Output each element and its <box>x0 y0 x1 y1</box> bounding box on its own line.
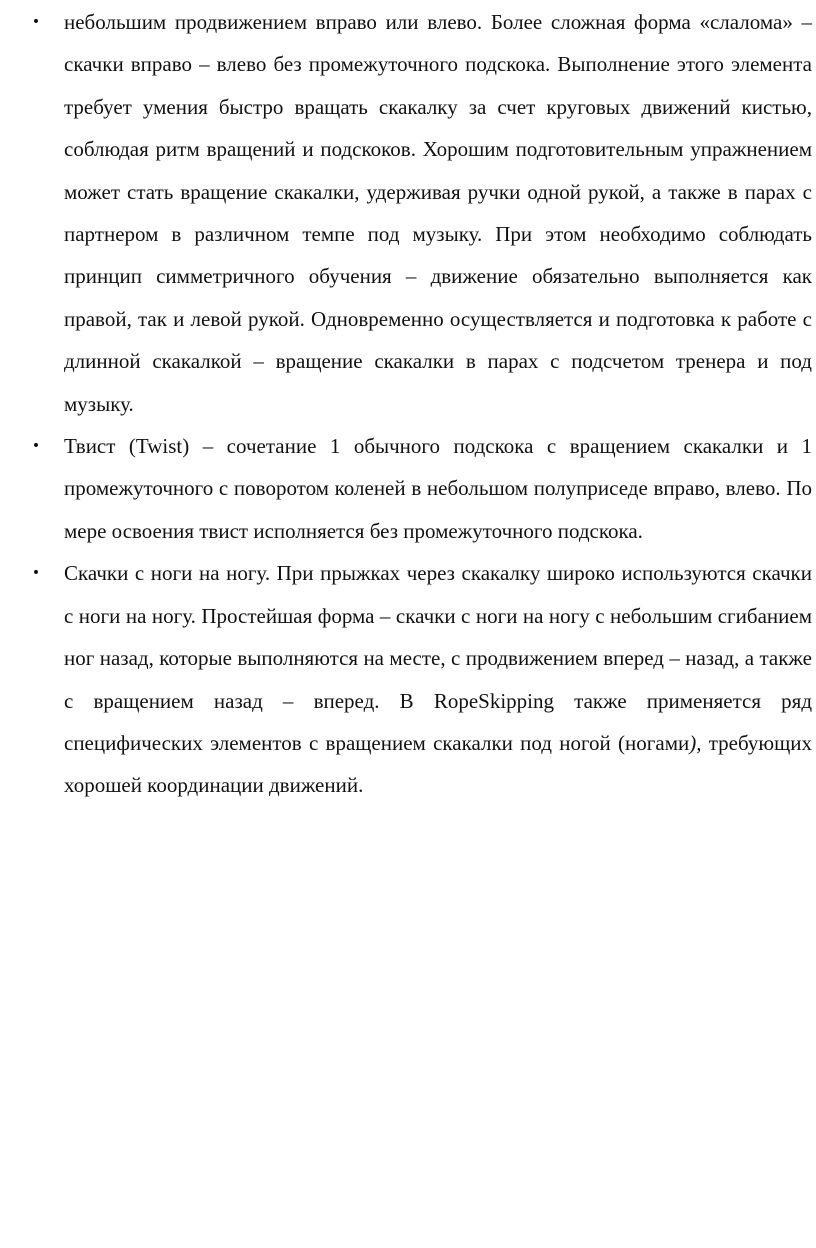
paragraph-text-italic: ), <box>689 730 702 755</box>
paragraph-text: небольшим продвижением вправо или влево. Более сложная форма «слалома» – скачки вправо – влево без промежуточного подскока. Выполнение этого элемента требует умения быстро вращать скакалку за счет круговых движений кистью, соблюдая ритм вращений и подскоков. Хорошим подготовительным упражнением может стать вращение скакалки, удерживая ручки одной рукой, а также в парах с партнером в различном темпе под музыку. При этом необходимо соблюдать принцип симметричного обучения – движение обязательно выполняется как правой, так и левой рукой. Одновременно осуществляется и подготовка к работе с длинной скакалкой – вращение скакалки в парах с подсчетом тренера и под музыку. <box>64 10 812 416</box>
bullet-marker: • <box>31 438 41 455</box>
paragraph-text-end: требующих хорошей координации движений. <box>64 730 812 798</box>
paragraph-text <box>64 552 812 806</box>
bullet-list <box>0 1 816 807</box>
paragraph-text-start: Скачки с ноги на ногу. При прыжках через скакалку широко используются скачки с ноги на ногу. Простейшая форма – скачки с ноги на ногу с небольшим сгибанием ног назад, которые выполняются на месте, с продвижением вперед – назад, а также с вращением назад – вперед. В RopeSkipping также применяется ряд специфических элементов с вращением скакалки под ногой (ногами <box>64 561 812 755</box>
list-item <box>0 552 816 806</box>
list-item <box>0 1 816 425</box>
bullet-marker: • <box>31 565 41 582</box>
paragraph-text: Твист (Twist) – сочетание 1 обычного подскока с вращением скакалки и 1 промежуточного с поворотом коленей в небольшом полуприседе вправо, влево. По мере освоения твист исполняется без промежуточного подскока. <box>64 434 812 543</box>
bullet-marker: • <box>31 14 41 30</box>
list-item <box>0 425 816 552</box>
